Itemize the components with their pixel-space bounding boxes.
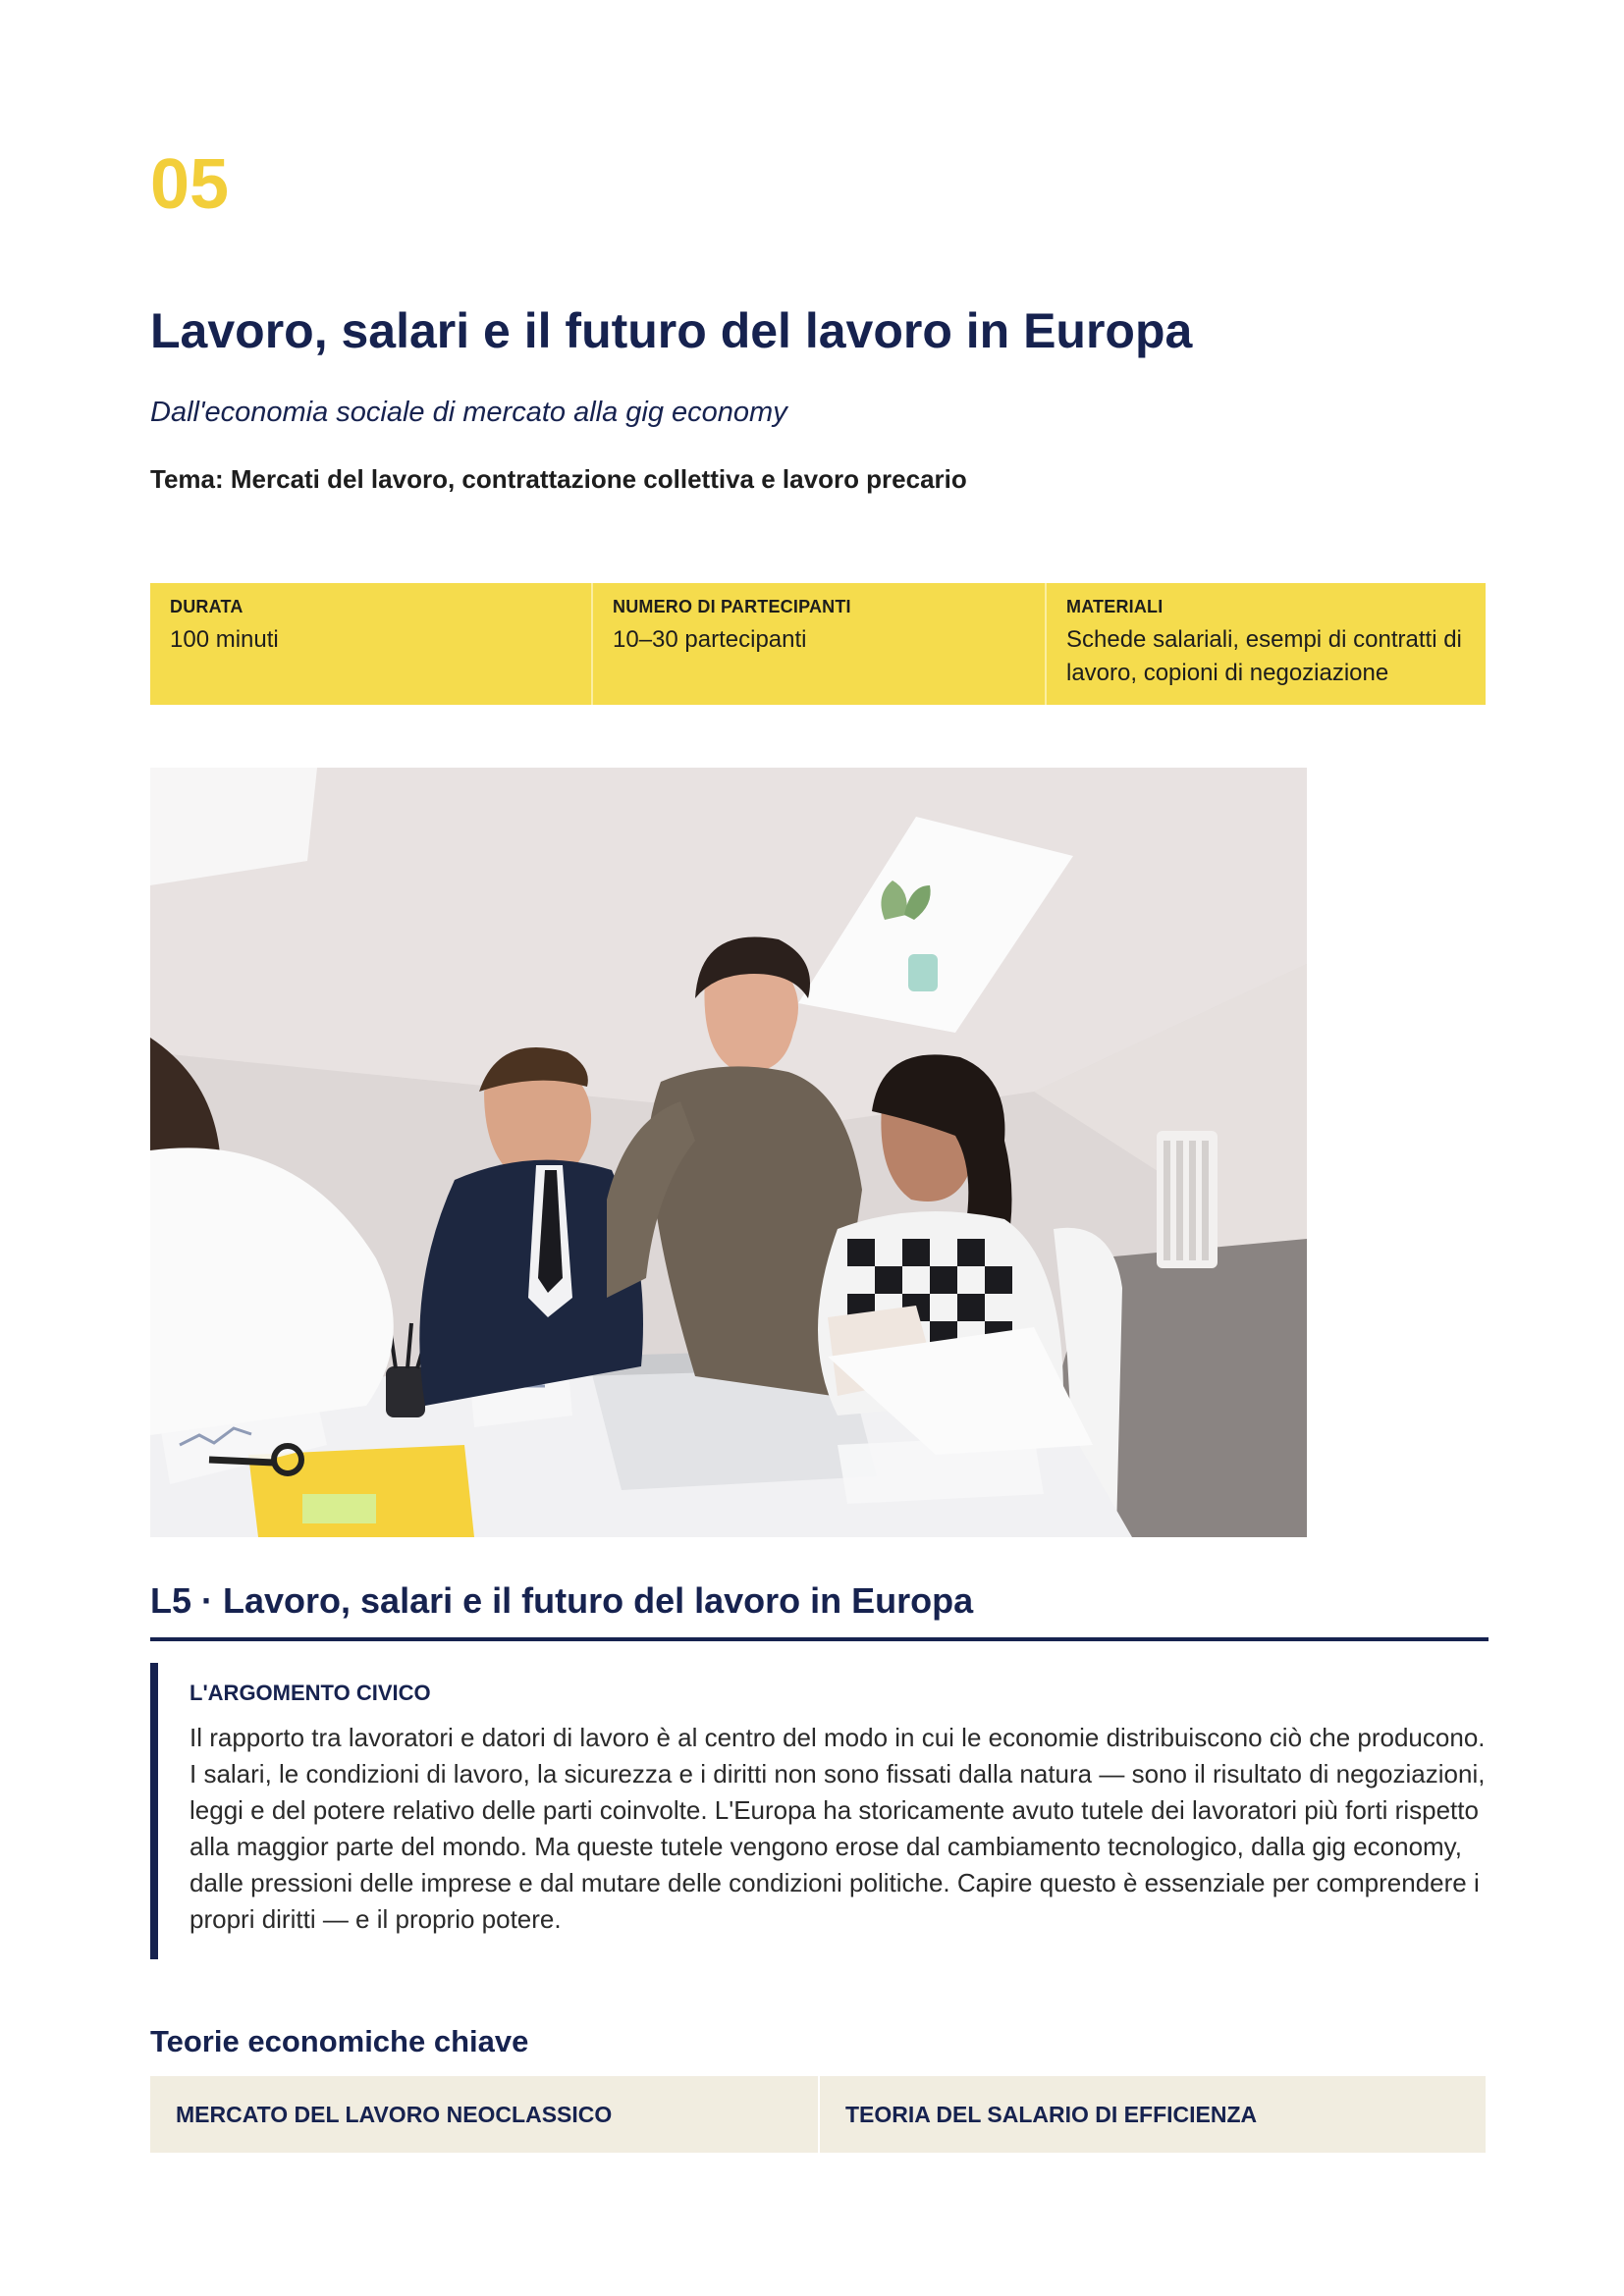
theories-heading: Teorie economiche chiave (150, 2024, 529, 2058)
meta-participants (591, 583, 1045, 705)
callout-label: L'ARGOMENTO CIVICO (189, 1681, 431, 1705)
meta-duration (150, 583, 591, 705)
theory-column-efficiency-wage: TEORIA DEL SALARIO DI EFFICIENZA (818, 2076, 1486, 2153)
meta-materials-value: Schede salariali, esempi di contratti di lavoro, copioni di negoziazione (1066, 626, 1462, 686)
page-subtitle: Dall'economia sociale di mercato alla gig economy (150, 397, 787, 428)
callout-body: Il rapporto tra lavoratori e datori di lavoro è al centro del modo in cui le economie distribuiscono ciò che producono. I salari, le condizioni di lavoro, la sicurezza e i diritti non sono fissati dalla natura — sono il risultato di negoziazioni, leggi e del potere relativo delle parti coinvolte. L'Europa ha storicamente avuto tutele dei lavoratori più forti rispetto alla maggior parte del mondo. Ma queste tutele vengono erose dal cambiamento tecnologico, dalla gig economy, dalle pressioni delle imprese e dal mutare delle condizioni politiche. Capire questo è essenziale per comprendere i propri diritti — e il proprio potere. (189, 1723, 1486, 1934)
theory-column-neoclassical: MERCATO DEL LAVORO NEOCLASSICO (176, 2101, 613, 2127)
office-meeting-photo (150, 768, 1307, 1537)
civic-argument-callout (150, 1663, 1486, 1959)
theme-line: Tema: Mercati del lavoro, contrattazione collettiva e lavoro precario (150, 464, 967, 494)
meta-duration-label: DURATA (170, 597, 244, 616)
page-title: Lavoro, salari e il futuro del lavoro in Europa (150, 303, 1193, 358)
meta-participants-label: NUMERO DI PARTECIPANTI (613, 597, 851, 616)
meta-duration-value: 100 minuti (170, 626, 279, 653)
section-divider (150, 1637, 1489, 1641)
section-heading: L5 · Lavoro, salari e il futuro del lavoro in Europa (150, 1580, 974, 1621)
chapter-number: 05 (150, 145, 230, 224)
meta-materials-label: MATERIALI (1066, 597, 1164, 616)
meta-materials (1045, 583, 1486, 705)
meta-participants-value: 10–30 partecipanti (613, 626, 807, 653)
theories-table-header (150, 2076, 1486, 2153)
lesson-meta-box (150, 583, 1486, 705)
